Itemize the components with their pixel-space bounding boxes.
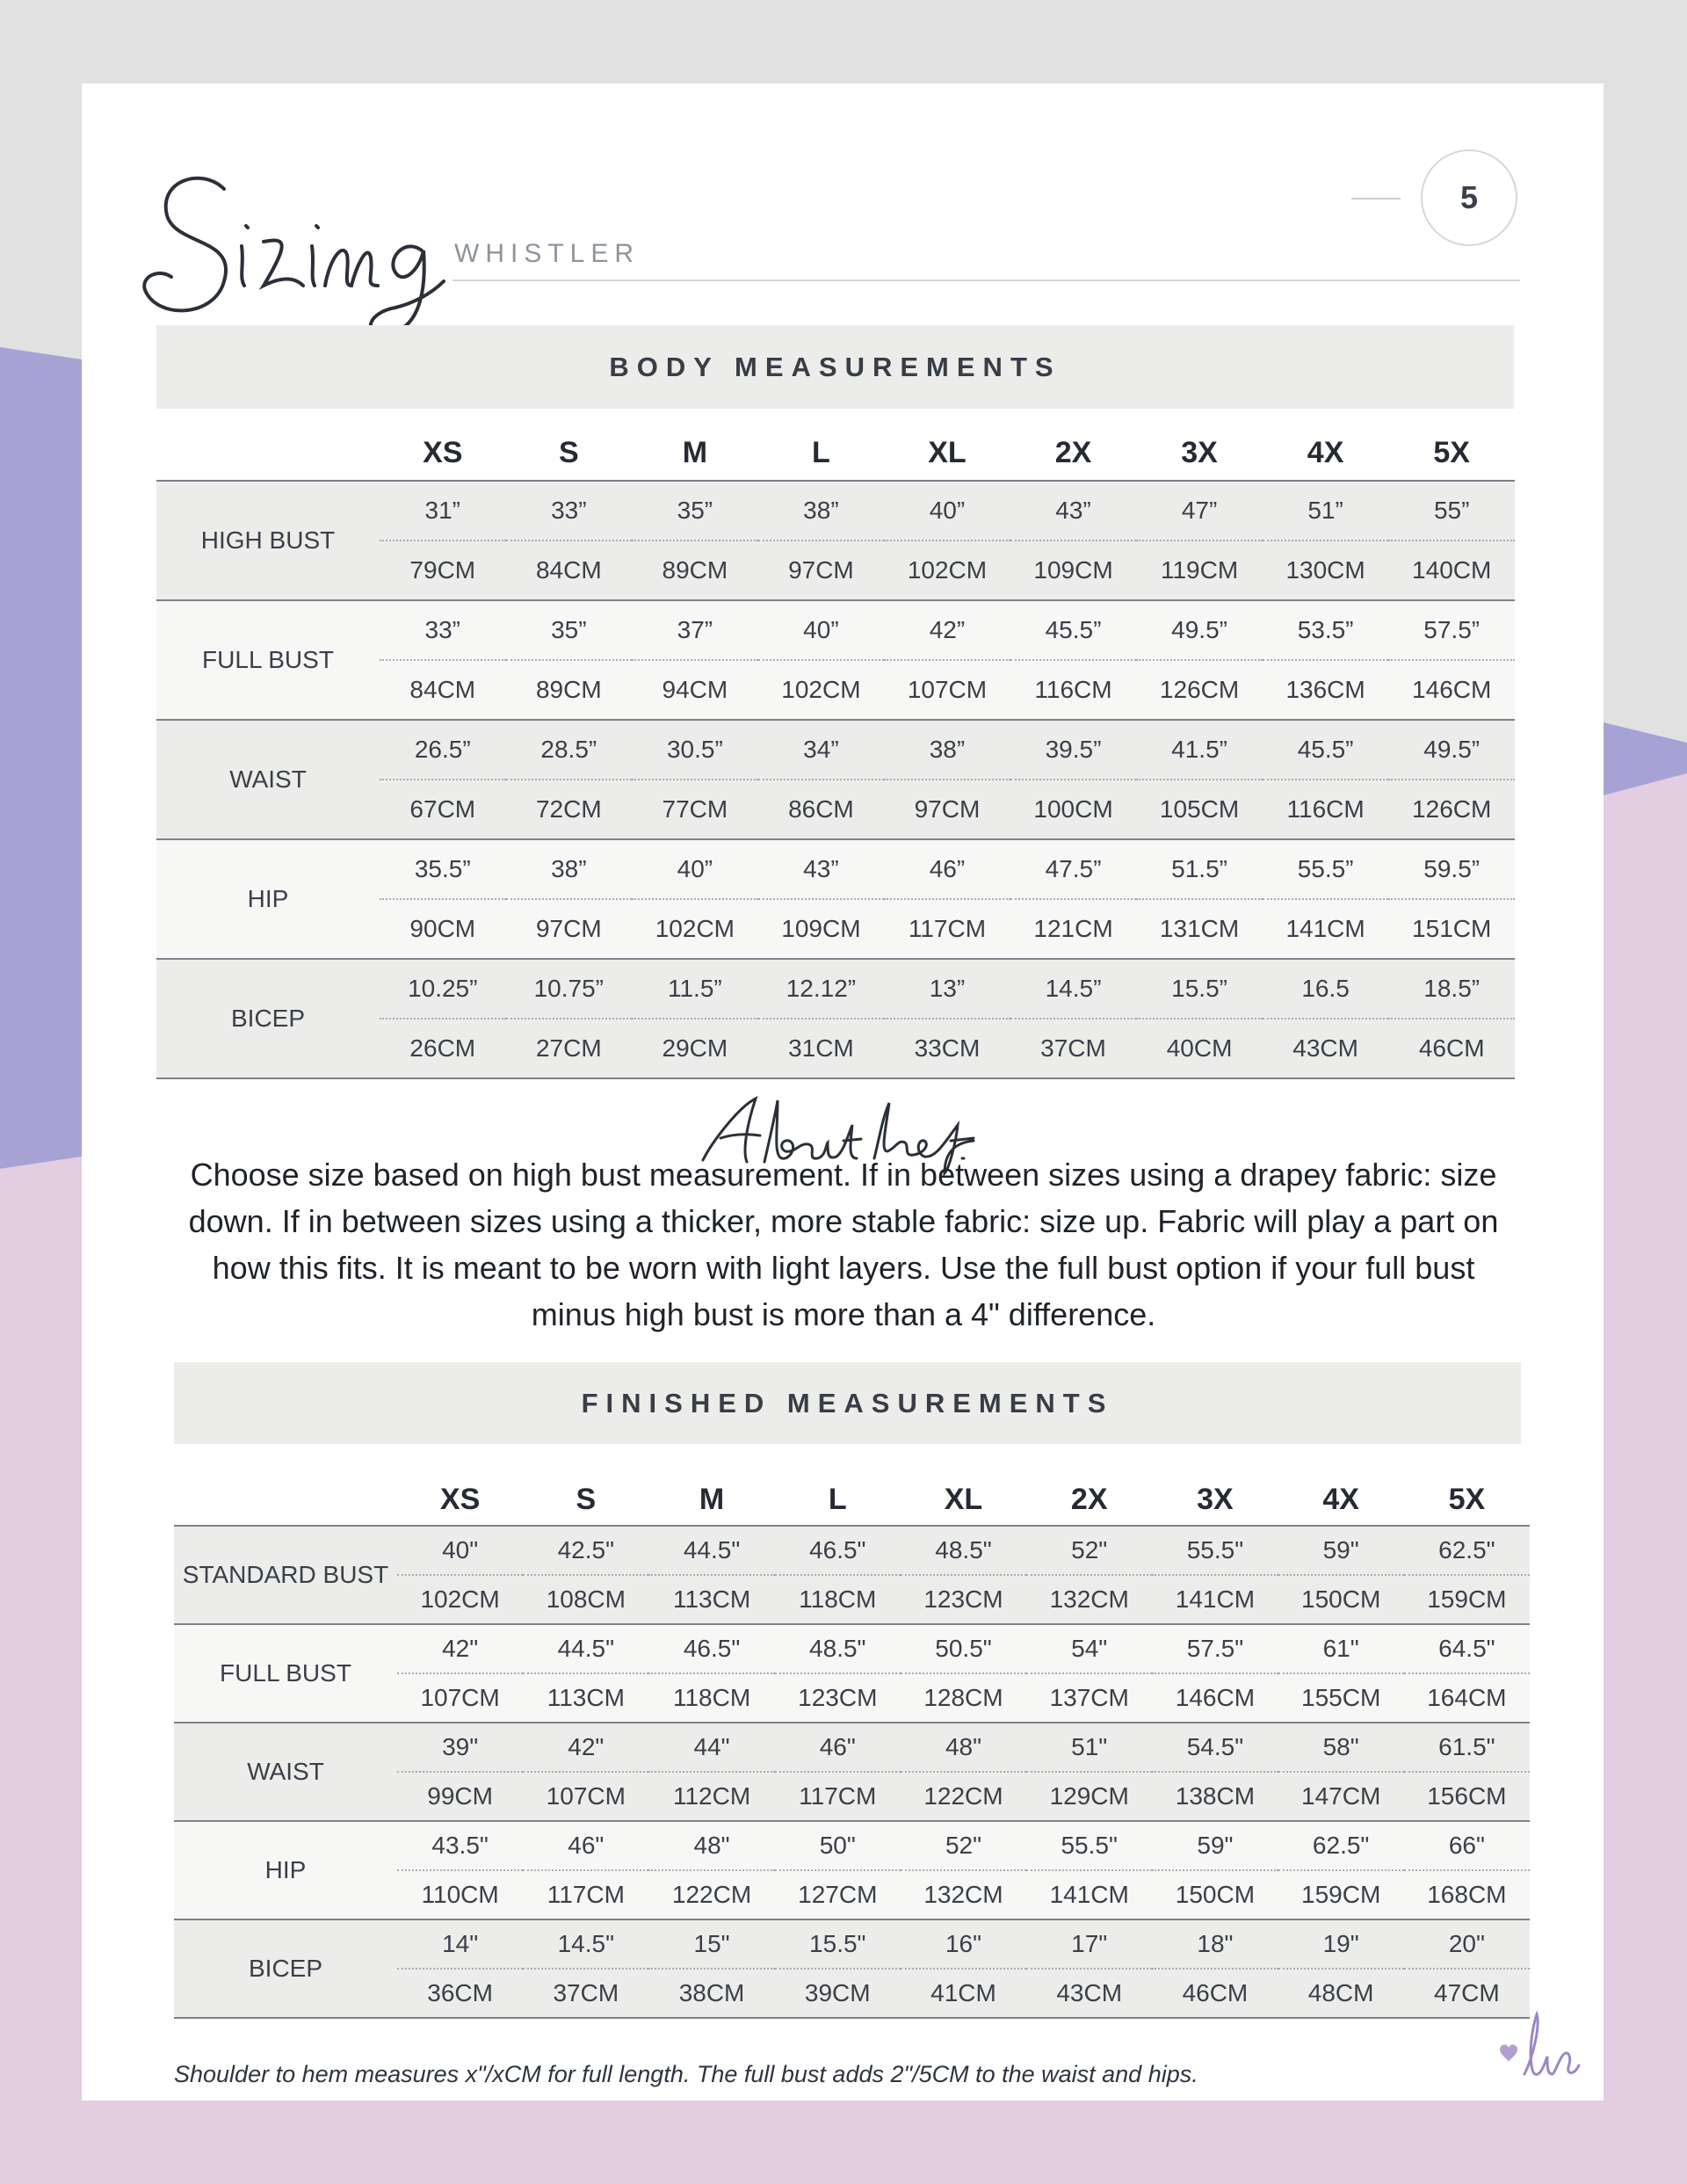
metric-value: 159CM (1278, 1870, 1404, 1919)
size-header: M (699, 1483, 725, 1516)
size-header: 4X (1322, 1483, 1359, 1516)
metric-value: 84CM (506, 541, 633, 600)
imperial-value: 38” (758, 481, 885, 541)
imperial-value: 14.5” (1010, 959, 1137, 1019)
metric-value: 116CM (1263, 780, 1389, 839)
metric-value: 128CM (901, 1673, 1026, 1723)
metric-value: 89CM (632, 541, 758, 600)
metric-value: 122CM (648, 1870, 774, 1919)
imperial-value: 58" (1278, 1723, 1404, 1772)
metric-value: 97CM (758, 541, 885, 600)
metric-value: 112CM (648, 1772, 774, 1821)
metric-value: 105CM (1136, 780, 1263, 839)
metric-value: 33CM (884, 1019, 1010, 1078)
metric-value: 102CM (758, 660, 885, 720)
imperial-value: 55” (1388, 481, 1515, 541)
metric-value: 41CM (901, 1969, 1026, 2018)
measurement-group-waist (156, 720, 1515, 839)
finished-group-bicep (174, 1919, 1530, 2018)
metric-value: 107CM (523, 1772, 648, 1821)
imperial-value: 16.5 (1263, 959, 1389, 1019)
imperial-value: 40” (758, 600, 885, 660)
imperial-value: 42” (884, 600, 1010, 660)
imperial-value: 15.5" (775, 1919, 901, 1969)
metric-value: 97CM (884, 780, 1010, 839)
metric-value: 90CM (380, 899, 506, 959)
metric-value: 123CM (901, 1575, 1026, 1624)
metric-value: 29CM (632, 1019, 758, 1078)
imperial-value: 12.12” (758, 959, 885, 1019)
imperial-value: 48" (901, 1723, 1026, 1772)
heart-icon (1500, 2044, 1517, 2062)
size-header: XS (439, 1483, 481, 1516)
imperial-value: 44" (648, 1723, 774, 1772)
size-header: 5X (1433, 436, 1470, 469)
imperial-value: 38” (884, 720, 1010, 780)
metric-value: 137CM (1026, 1673, 1152, 1723)
row-label: FULL BUST (156, 600, 380, 720)
imperial-value: 61" (1278, 1624, 1404, 1673)
size-header-row (156, 426, 1515, 481)
imperial-value: 46" (523, 1821, 648, 1870)
brand-logo (1498, 2004, 1604, 2092)
imperial-value: 18" (1152, 1919, 1278, 1969)
imperial-value: 53.5” (1263, 600, 1389, 660)
metric-value: 147CM (1278, 1772, 1404, 1821)
metric-value: 102CM (632, 899, 758, 959)
imperial-value: 48.5" (901, 1526, 1026, 1575)
row-label: BICEP (174, 1919, 397, 2018)
imperial-value: 26.5” (380, 720, 506, 780)
row-label: STANDARD BUST (174, 1526, 397, 1624)
size-header: XL (928, 436, 967, 469)
imperial-value: 15.5” (1136, 959, 1263, 1019)
metric-value: 47CM (1404, 1969, 1530, 2018)
body-measurements-title: BODY MEASUREMENTS (156, 325, 1514, 409)
finished-group-full-bust (174, 1624, 1530, 1723)
metric-value: 118CM (648, 1673, 774, 1723)
metric-value: 39CM (775, 1969, 901, 2018)
size-header: XL (944, 1483, 983, 1516)
metric-value: 79CM (380, 541, 506, 600)
size-header: L (812, 436, 830, 469)
row-label: HIP (174, 1821, 397, 1919)
imperial-value: 46" (775, 1723, 901, 1772)
imperial-value: 54.5" (1152, 1723, 1278, 1772)
size-header: 3X (1181, 436, 1218, 469)
metric-value: 37CM (1010, 1019, 1137, 1078)
measurement-group-high-bust (156, 481, 1515, 600)
imperial-value: 42" (397, 1624, 523, 1673)
imperial-value: 33” (380, 600, 506, 660)
imperial-value: 62.5" (1404, 1526, 1530, 1575)
size-header: 4X (1307, 436, 1344, 469)
metric-value: 140CM (1388, 541, 1515, 600)
imperial-value: 43.5" (397, 1821, 523, 1870)
imperial-value: 42" (523, 1723, 648, 1772)
imperial-value: 52" (1026, 1526, 1152, 1575)
imperial-value: 14" (397, 1919, 523, 1969)
imperial-value: 47.5” (1010, 839, 1137, 899)
metric-value: 46CM (1152, 1969, 1278, 2018)
metric-value: 141CM (1026, 1870, 1152, 1919)
size-header: 5X (1448, 1483, 1486, 1516)
metric-value: 122CM (901, 1772, 1026, 1821)
metric-value: 117CM (523, 1870, 648, 1919)
page-number-dash (1351, 198, 1401, 200)
metric-value: 107CM (884, 660, 1010, 720)
imperial-value: 20" (1404, 1919, 1530, 1969)
metric-value: 151CM (1388, 899, 1515, 959)
metric-value: 77CM (632, 780, 758, 839)
metric-value: 31CM (758, 1019, 885, 1078)
pattern-name: WHISTLER (454, 239, 641, 268)
metric-value: 109CM (1010, 541, 1137, 600)
finished-measurements-table (174, 1475, 1530, 2019)
metric-value: 127CM (775, 1870, 901, 1919)
size-header: XS (423, 436, 463, 469)
imperial-value: 46.5" (775, 1526, 901, 1575)
row-label: WAIST (174, 1723, 397, 1821)
metric-value: 116CM (1010, 660, 1137, 720)
metric-value: 46CM (1388, 1019, 1515, 1078)
metric-value: 26CM (380, 1019, 506, 1078)
imperial-value: 64.5" (1404, 1624, 1530, 1673)
imperial-value: 47” (1136, 481, 1263, 541)
finished-group-hip (174, 1821, 1530, 1919)
metric-value: 150CM (1278, 1575, 1404, 1624)
imperial-value: 34” (758, 720, 885, 780)
imperial-value: 44.5" (648, 1526, 774, 1575)
metric-value: 123CM (775, 1673, 901, 1723)
imperial-value: 16" (901, 1919, 1026, 1969)
imperial-value: 31” (380, 481, 506, 541)
metric-value: 43CM (1026, 1969, 1152, 2018)
size-header: 2X (1054, 436, 1092, 469)
imperial-value: 52" (901, 1821, 1026, 1870)
metric-value: 118CM (775, 1575, 901, 1624)
metric-value: 136CM (1263, 660, 1389, 720)
metric-value: 110CM (397, 1870, 523, 1919)
imperial-value: 59.5” (1388, 839, 1515, 899)
metric-value: 126CM (1136, 660, 1263, 720)
size-header: S (558, 436, 579, 469)
imperial-value: 19" (1278, 1919, 1404, 1969)
imperial-value: 38” (506, 839, 633, 899)
metric-value: 67CM (380, 780, 506, 839)
imperial-value: 61.5" (1404, 1723, 1530, 1772)
size-header: L (828, 1483, 847, 1516)
metric-value: 72CM (506, 780, 633, 839)
imperial-value: 28.5” (506, 720, 633, 780)
row-label: BICEP (156, 959, 380, 1078)
imperial-value: 48" (648, 1821, 774, 1870)
imperial-value: 10.25” (380, 959, 506, 1019)
imperial-value: 46” (884, 839, 1010, 899)
imperial-value: 39.5” (1010, 720, 1137, 780)
imperial-value: 49.5” (1136, 600, 1263, 660)
imperial-value: 55.5" (1152, 1526, 1278, 1575)
metric-value: 159CM (1404, 1575, 1530, 1624)
row-label: HIGH BUST (156, 481, 380, 600)
metric-value: 102CM (397, 1575, 523, 1624)
about-the-fit-text: Choose size based on high bust measurement. If in between sizes using a drapey fabric: size down. If in between sizes using a thicker, more stable fabric: size up. Fabric will play a part on how this fits. It is meant to be worn with light layers. Use the full bust option if your full bust minus high bust is more than a 4" difference. (188, 1157, 1499, 1332)
metric-value: 156CM (1404, 1772, 1530, 1821)
metric-value: 132CM (901, 1870, 1026, 1919)
size-header: 2X (1070, 1483, 1108, 1516)
metric-value: 168CM (1404, 1870, 1530, 1919)
imperial-value: 51” (1263, 481, 1389, 541)
imperial-value: 50.5" (901, 1624, 1026, 1673)
imperial-value: 55.5” (1263, 839, 1389, 899)
metric-value: 155CM (1278, 1673, 1404, 1723)
imperial-value: 51" (1026, 1723, 1152, 1772)
metric-value: 129CM (1026, 1772, 1152, 1821)
imperial-value: 10.75” (506, 959, 633, 1019)
metric-value: 43CM (1263, 1019, 1389, 1078)
metric-value: 121CM (1010, 899, 1137, 959)
imperial-value: 50" (775, 1821, 901, 1870)
imperial-value: 37” (632, 600, 758, 660)
imperial-value: 45.5” (1263, 720, 1389, 780)
metric-value: 117CM (884, 899, 1010, 959)
imperial-value: 35.5” (380, 839, 506, 899)
imperial-value: 66" (1404, 1821, 1530, 1870)
imperial-value: 51.5” (1136, 839, 1263, 899)
finished-measurements-title: FINISHED MEASUREMENTS (174, 1362, 1521, 1444)
imperial-value: 40” (632, 839, 758, 899)
imperial-value: 59" (1278, 1526, 1404, 1575)
imperial-value: 57.5” (1388, 600, 1515, 660)
metric-value: 150CM (1152, 1870, 1278, 1919)
size-header: 3X (1197, 1483, 1234, 1516)
metric-value: 141CM (1152, 1575, 1278, 1624)
page-number: 5 (1421, 149, 1517, 246)
imperial-value: 35” (506, 600, 633, 660)
metric-value: 130CM (1263, 541, 1389, 600)
metric-value: 27CM (506, 1019, 633, 1078)
size-header-row (174, 1475, 1530, 1526)
footnote: Shoulder to hem measures x"/xCM for full length. The full bust adds 2"/5CM to the waist and hips. (174, 2061, 1198, 2087)
imperial-value: 30.5” (632, 720, 758, 780)
finished-group-waist (174, 1723, 1530, 1821)
metric-value: 146CM (1388, 660, 1515, 720)
imperial-value: 40” (884, 481, 1010, 541)
metric-value: 119CM (1136, 541, 1263, 600)
metric-value: 38CM (648, 1969, 774, 2018)
metric-value: 84CM (380, 660, 506, 720)
size-header: M (682, 436, 708, 469)
metric-value: 138CM (1152, 1772, 1278, 1821)
imperial-value: 40" (397, 1526, 523, 1575)
imperial-value: 55.5" (1026, 1821, 1152, 1870)
header-empty-cell (156, 426, 380, 481)
imperial-value: 39" (397, 1723, 523, 1772)
imperial-value: 41.5” (1136, 720, 1263, 780)
imperial-value: 17" (1026, 1919, 1152, 1969)
row-label: HIP (156, 839, 380, 959)
imperial-value: 14.5" (523, 1919, 648, 1969)
metric-value: 40CM (1136, 1019, 1263, 1078)
imperial-value: 44.5" (523, 1624, 648, 1673)
imperial-value: 18.5” (1388, 959, 1515, 1019)
metric-value: 146CM (1152, 1673, 1278, 1723)
measurement-group-full-bust (156, 600, 1515, 720)
imperial-value: 11.5” (632, 959, 758, 1019)
imperial-value: 13” (884, 959, 1010, 1019)
imperial-value: 45.5” (1010, 600, 1137, 660)
measurement-group-hip (156, 839, 1515, 959)
imperial-value: 33” (506, 481, 633, 541)
imperial-value: 46.5" (648, 1624, 774, 1673)
metric-value: 89CM (506, 660, 633, 720)
imperial-value: 54" (1026, 1624, 1152, 1673)
header-empty-cell (174, 1475, 397, 1526)
metric-value: 131CM (1136, 899, 1263, 959)
imperial-value: 15" (648, 1919, 774, 1969)
header-divider (453, 279, 1520, 281)
measurement-group-bicep (156, 959, 1515, 1078)
metric-value: 109CM (758, 899, 885, 959)
metric-value: 97CM (506, 899, 633, 959)
metric-value: 36CM (397, 1969, 523, 2018)
metric-value: 99CM (397, 1772, 523, 1821)
metric-value: 94CM (632, 660, 758, 720)
metric-value: 48CM (1278, 1969, 1404, 2018)
metric-value: 113CM (648, 1575, 774, 1624)
imperial-value: 57.5" (1152, 1624, 1278, 1673)
metric-value: 107CM (397, 1673, 523, 1723)
imperial-value: 43” (758, 839, 885, 899)
metric-value: 117CM (775, 1772, 901, 1821)
imperial-value: 49.5” (1388, 720, 1515, 780)
metric-value: 164CM (1404, 1673, 1530, 1723)
metric-value: 102CM (884, 541, 1010, 600)
metric-value: 113CM (523, 1673, 648, 1723)
imperial-value: 42.5" (523, 1526, 648, 1575)
metric-value: 86CM (758, 780, 885, 839)
metric-value: 132CM (1026, 1575, 1152, 1624)
metric-value: 126CM (1388, 780, 1515, 839)
metric-value: 141CM (1263, 899, 1389, 959)
imperial-value: 43” (1010, 481, 1137, 541)
imperial-value: 59" (1152, 1821, 1278, 1870)
finished-group-standard-bust (174, 1526, 1530, 1624)
imperial-value: 48.5" (775, 1624, 901, 1673)
metric-value: 100CM (1010, 780, 1137, 839)
size-header: S (576, 1483, 597, 1516)
imperial-value: 62.5" (1278, 1821, 1404, 1870)
body-measurements-table (156, 426, 1515, 1079)
sizing-script-title (141, 154, 457, 338)
imperial-value: 35” (632, 481, 758, 541)
metric-value: 37CM (523, 1969, 648, 2018)
row-label: WAIST (156, 720, 380, 839)
metric-value: 108CM (523, 1575, 648, 1624)
row-label: FULL BUST (174, 1624, 397, 1723)
